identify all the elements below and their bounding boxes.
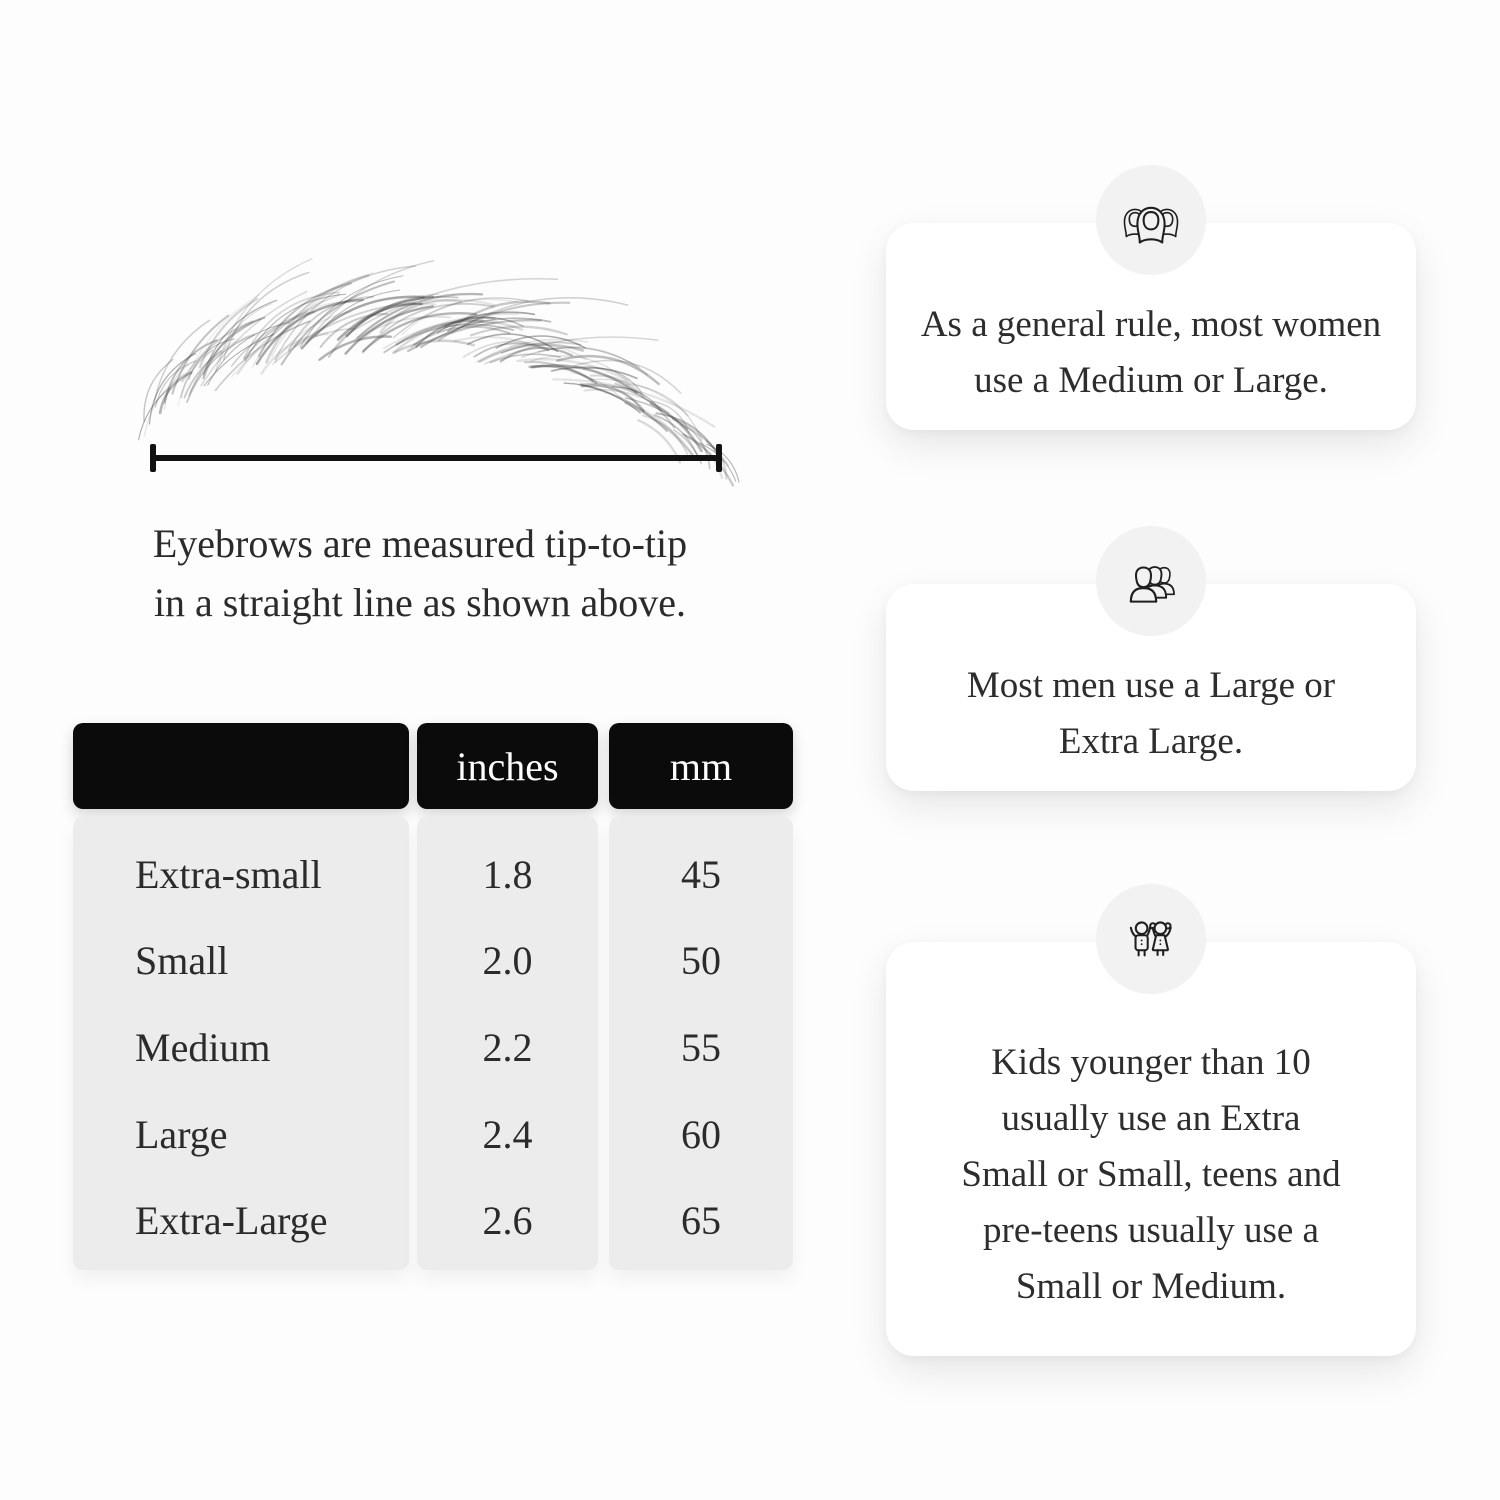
caption-line: Eyebrows are measured tip-to-tip: [152, 521, 688, 566]
card-text-line: Small or Medium.: [1015, 1266, 1287, 1307]
card-text: [921, 297, 1381, 409]
info-card-women: [886, 223, 1416, 430]
table-header-blank: [73, 723, 409, 809]
info-card-kids: [886, 942, 1416, 1356]
kids-icon: [1096, 884, 1206, 994]
table-header-inches: inches: [417, 723, 598, 809]
size-table-column-labels: [73, 723, 409, 1270]
card-text-line: As a general rule, most women: [920, 303, 1382, 345]
table-cell-mm: 65: [681, 1198, 721, 1244]
card-text-line: usually use an Extra: [1001, 1098, 1301, 1139]
size-table-column-mm: [609, 723, 793, 1270]
men-group-icon: [1096, 526, 1206, 636]
table-row-label: Large: [135, 1111, 228, 1157]
table-row-label: Small: [135, 938, 229, 984]
table-cell-mm: 60: [681, 1111, 721, 1157]
card-text-line: Small or Small, teens and: [961, 1154, 1341, 1195]
info-card-men: [886, 584, 1416, 791]
table-body-labels: [73, 817, 409, 1270]
table-row-label: Extra-Large: [135, 1198, 328, 1244]
table-body-mm: [609, 817, 793, 1270]
table-cell-mm: 55: [681, 1024, 721, 1070]
measurement-line-right-cap: [716, 444, 722, 472]
card-text: [967, 658, 1335, 770]
card-text: [961, 1035, 1340, 1315]
size-table-column-inches: [417, 723, 598, 1270]
measurement-line-bar: [152, 455, 720, 461]
table-cell-inches: 2.0: [482, 938, 533, 984]
table-cell-inches: 2.4: [482, 1111, 533, 1157]
card-text-line: pre-teens usually use a: [983, 1210, 1319, 1251]
table-body-inches: [417, 817, 598, 1270]
measurement-line: [150, 444, 722, 472]
table-cell-inches: 1.8: [482, 851, 533, 897]
caption-line: in a straight line as shown above.: [153, 580, 687, 625]
card-text-line: Extra Large.: [1058, 720, 1244, 762]
women-group-icon: [1096, 165, 1206, 275]
table-cell-mm: 45: [681, 851, 721, 897]
table-row-label: Medium: [135, 1024, 271, 1070]
table-cell-mm: 50: [681, 938, 721, 984]
card-text-line: Kids younger than 10: [991, 1042, 1311, 1083]
card-text-line: use a Medium or Large.: [974, 359, 1328, 401]
table-cell-inches: 2.2: [482, 1024, 533, 1070]
table-cell-inches: 2.6: [482, 1198, 533, 1244]
table-header-mm: mm: [609, 723, 793, 809]
measurement-caption: [100, 514, 740, 632]
table-row-label: Extra-small: [135, 851, 322, 897]
card-text-line: Most men use a Large or: [966, 664, 1336, 706]
